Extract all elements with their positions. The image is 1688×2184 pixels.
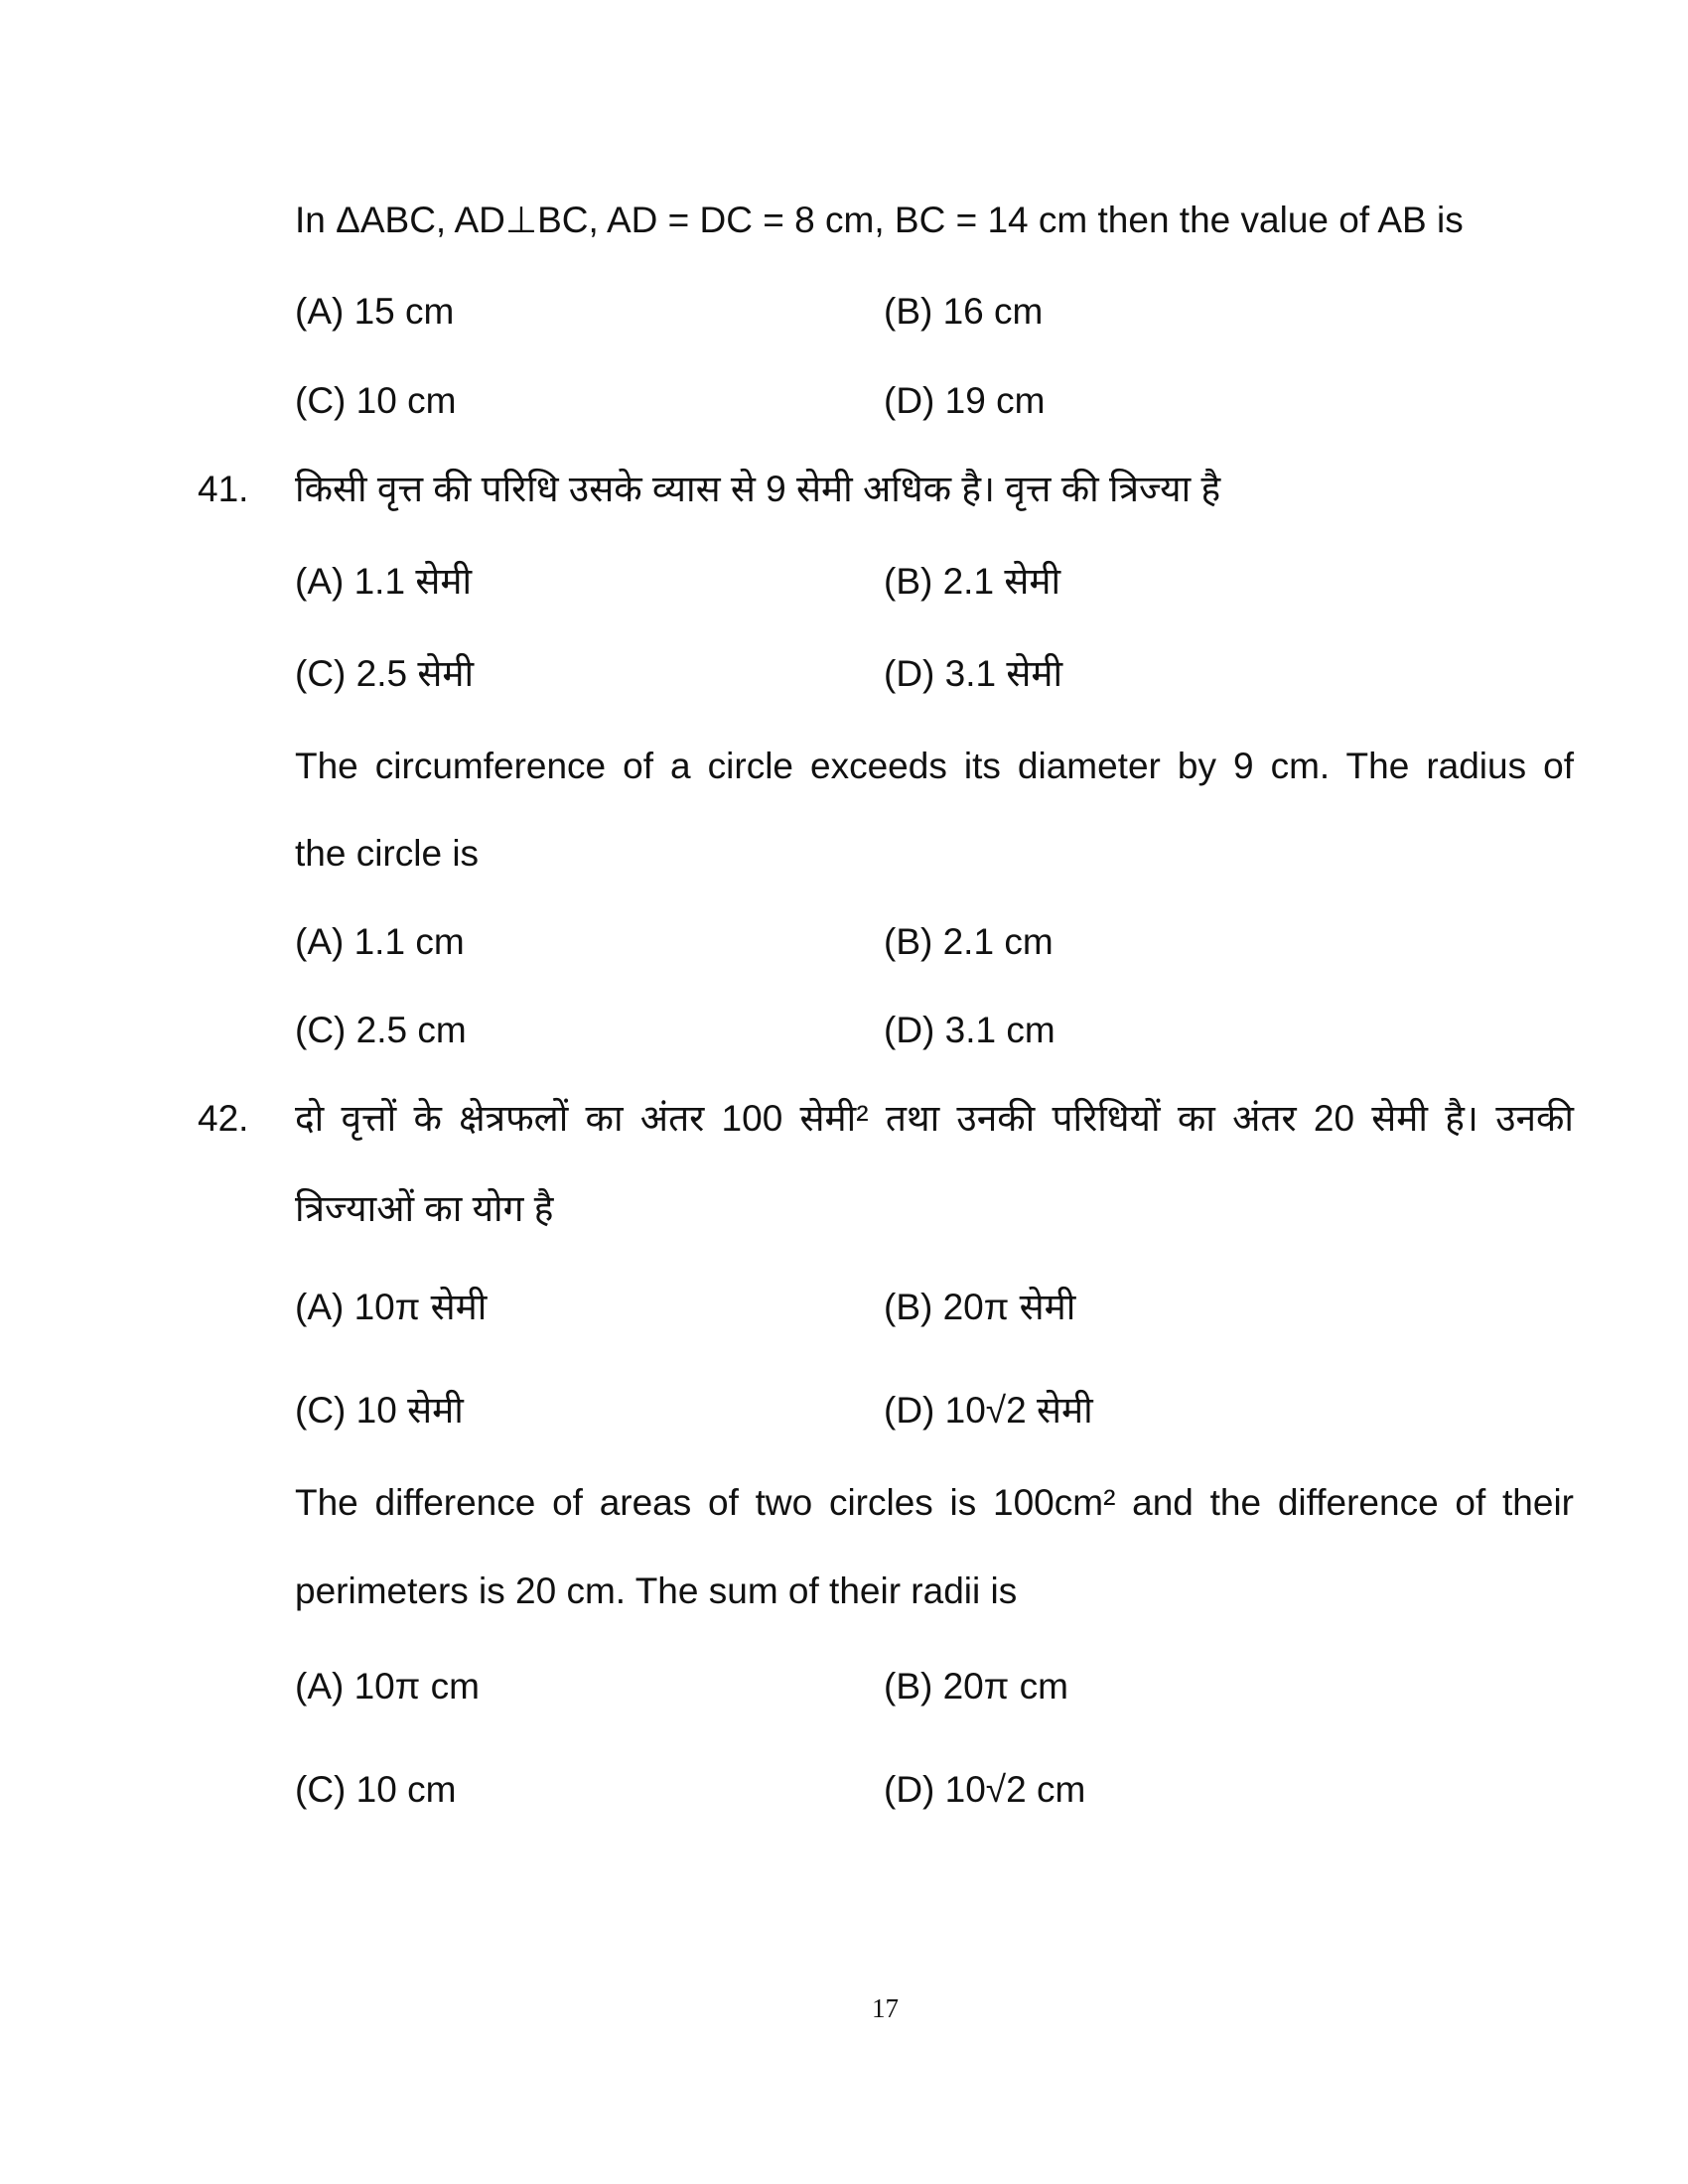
option-d-hindi: (D) 10√2 सेमी: [884, 1390, 1093, 1431]
option-c: (C) 2.5 cm: [295, 1010, 467, 1050]
option-d-hindi: (D) 3.1 सेमी: [884, 653, 1063, 694]
option-b-hindi: (B) 2.1 सेमी: [884, 561, 1061, 602]
option-c-hindi: (C) 10 सेमी: [295, 1390, 464, 1431]
option-b: (B) 20π cm: [884, 1666, 1068, 1706]
question-41-hindi: किसी वृत्त की परिधि उसके व्यास से 9 सेमी अधिक है। वृत्त की त्रिज्या है: [295, 469, 1221, 509]
option-a-hindi: (A) 10π सेमी: [295, 1287, 488, 1327]
option-a: (A) 15 cm: [295, 291, 455, 332]
option-b: (B) 2.1 cm: [884, 921, 1054, 962]
option-d: (D) 19 cm: [884, 380, 1046, 421]
question-42-english-line2: perimeters is 20 cm. The sum of their radii is: [295, 1570, 1018, 1611]
option-a-hindi: (A) 1.1 सेमी: [295, 561, 473, 602]
option-a: (A) 10π cm: [295, 1666, 480, 1706]
option-b-hindi: (B) 20π सेमी: [884, 1287, 1076, 1327]
option-b: (B) 16 cm: [884, 291, 1044, 332]
question-number: 41.: [198, 469, 249, 509]
option-d: (D) 10√2 cm: [884, 1769, 1086, 1810]
option-c: (C) 10 cm: [295, 1769, 457, 1810]
option-d: (D) 3.1 cm: [884, 1010, 1055, 1050]
option-a: (A) 1.1 cm: [295, 921, 465, 962]
question-40-english: In ΔABC, AD⊥BC, AD = DC = 8 cm, BC = 14 cm then the value of AB is: [295, 200, 1464, 240]
question-number: 42.: [198, 1098, 249, 1139]
question-42-english-line1: The difference of areas of two circles is 100cm² and the difference of their: [295, 1482, 1574, 1523]
option-c-hindi: (C) 2.5 सेमी: [295, 653, 475, 694]
question-41-english-line1: The circumference of a circle exceeds its diameter by 9 cm. The radius of: [295, 746, 1574, 786]
question-41-english-line2: the circle is: [295, 833, 480, 874]
question-42-hindi-line2: त्रिज्याओं का योग है: [295, 1188, 554, 1229]
option-c: (C) 10 cm: [295, 380, 457, 421]
page-number: 17: [872, 1993, 899, 2023]
question-42-hindi-line1: दो वृत्तों के क्षेत्रफलों का अंतर 100 सेमी² तथा उनकी परिधियों का अंतर 20 सेमी है। उनकी: [295, 1098, 1574, 1139]
